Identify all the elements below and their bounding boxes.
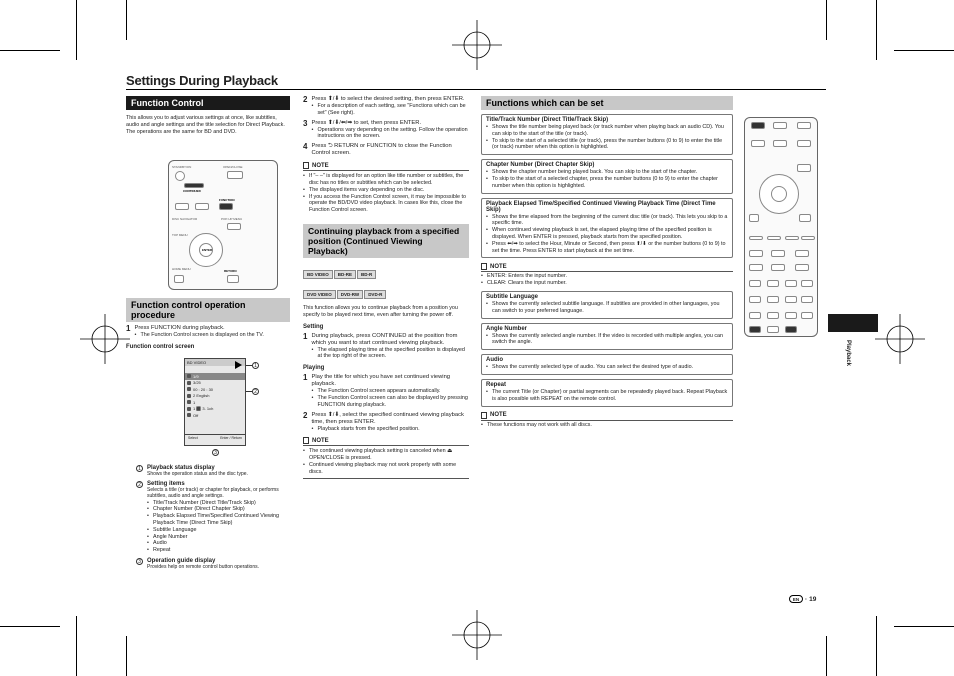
remote-btn: [751, 140, 765, 147]
number-button: [749, 280, 761, 287]
note-title: NOTE: [490, 263, 507, 270]
remote-btn: [773, 122, 787, 129]
tag-row: [303, 283, 469, 301]
procedure-step-1: [126, 325, 290, 339]
screen-footer: [185, 434, 245, 445]
title-rule: [126, 89, 826, 90]
remote-btn: [801, 236, 815, 240]
crop-mark: [0, 626, 60, 627]
legend-body: [147, 558, 290, 570]
number-button: [785, 296, 797, 303]
crop-mark: [76, 0, 77, 60]
continuing-intro: This function allows you to continue playback from a position you specify to be played next time, even after turning the power off.: [303, 304, 458, 318]
number-button: [749, 296, 761, 303]
step-bullets: [311, 388, 469, 408]
screen-label: BD VIDEO: [185, 359, 245, 366]
remote-btn: [797, 122, 811, 129]
lang-badge: EN: [789, 595, 803, 603]
crop-mark: [894, 626, 954, 627]
continued-label: CONTINUED: [183, 189, 201, 193]
tag-dvd-rw: DVD-RW: [337, 290, 363, 299]
bullet: • The continued viewing playback setting is canceled when ⏏ OPEN/CLOSE is pressed.: [303, 448, 469, 462]
legend-text: Selects a title (or track) or chapter for playback, or performs subtitles, audio and angle settings.: [147, 487, 279, 500]
row-value: 1/9: [193, 373, 199, 379]
note-bullets: [303, 173, 469, 214]
page-number-value: 19: [809, 595, 817, 603]
step-number: 1: [303, 331, 308, 341]
disc-navigator-label: DISC NAVIGATOR: [172, 217, 198, 221]
step-text: Play the title for which you have set continued viewing playback.: [311, 374, 451, 388]
right-column: [481, 96, 733, 428]
note-title: NOTE: [490, 412, 507, 419]
step-number: 2: [303, 410, 308, 420]
step-body: [134, 325, 290, 339]
bullet: • Audio: [147, 540, 290, 547]
procedure-section: [126, 298, 290, 570]
popup-menu-label: POP-UP MENU: [221, 217, 243, 221]
remote-btn: [749, 214, 759, 222]
step-text: Press FUNCTION during playback.: [134, 325, 225, 331]
row-value: 1: [193, 399, 196, 405]
number-button: [785, 280, 797, 287]
bullet: • The displayed items vary depending on the disc.: [303, 187, 469, 194]
box-bullets: [486, 169, 728, 189]
step-text: Press ⬆/⬇/⬅/➡ to set, then press ENTER.: [311, 119, 422, 126]
title-icon: [187, 374, 191, 378]
remote-btn: [795, 264, 809, 271]
row-value: 1 ⬛ 3. 1ch: [193, 406, 214, 412]
remote-btn: [795, 250, 809, 257]
note-title: NOTE: [312, 162, 329, 169]
tag-bd-r: BD-R: [357, 270, 376, 279]
note-icon: [303, 162, 309, 169]
crop-mark: [876, 0, 877, 60]
step-bullets: [311, 127, 469, 141]
box-bullets: [486, 364, 728, 371]
bullet: • Playback Elapsed Time/Specified Continued Viewing Playback Time (Direct Time Skip): [147, 513, 290, 527]
angle-icon: [187, 400, 191, 404]
step-2: [303, 96, 469, 117]
callout-2: 2: [252, 388, 259, 395]
remote-btn-a: [175, 203, 189, 210]
continuing-heading: Continuing playback from a specified position (Continued Viewing Playback): [303, 224, 469, 258]
legend-title: Playback status display: [147, 465, 215, 471]
home-menu-label: HOME MENU: [172, 267, 191, 271]
note-heading: [303, 162, 469, 171]
box-title: Title/Track Number (Direct Title/Track Skip): [486, 117, 609, 123]
step-text: Press ⬆/⬇, select the specified continued viewing playback time, then press ENTER.: [311, 411, 464, 425]
playing-step-1: [303, 374, 469, 408]
step-body: [311, 374, 469, 408]
step-body: [311, 333, 469, 361]
crop-mark: [876, 616, 877, 676]
bullet: • Shows the time elapsed from the beginning of the current disc title (or track). This lets you skip to a specific time.: [486, 214, 728, 228]
row-value: 3/25: [193, 380, 201, 386]
note-icon: [481, 263, 487, 270]
step-text: Press ⮌ RETURN or FUNCTION to close the Function Control screen.: [311, 143, 452, 157]
audio-icon: [187, 407, 191, 411]
setting-step-1: [303, 333, 469, 361]
page-title: Settings During Playback: [126, 73, 278, 88]
bullet: • If "– –" is displayed for an option like title number or subtitles, the disc has no titles or subtitles which can be selected.: [303, 173, 469, 187]
row-value: 00 : 20 : 30: [193, 386, 214, 392]
remote-btn: [767, 236, 781, 240]
step-body: [311, 120, 469, 141]
crop-mark: [126, 636, 127, 676]
bullet: • Angle Number: [147, 534, 290, 541]
side-tab: [828, 314, 878, 332]
step-bullets: [311, 426, 469, 433]
number-button: [767, 296, 779, 303]
remote-btn: [749, 250, 763, 257]
box-bullets: [486, 214, 728, 255]
bullet: • For a description of each setting, see "Functions which can be set" (See right).: [311, 103, 469, 117]
step-body: [311, 96, 469, 117]
remote-btn: [749, 236, 763, 240]
bullet: • Subtitle Language: [147, 527, 290, 534]
step-number: 1: [126, 324, 131, 333]
bullet: • The Function Control screen appears automatically.: [311, 388, 469, 395]
bullet: • Shows the currently selected subtitle language. If subtitles are provided in other languages, you can switch to your preferred language.: [486, 301, 728, 315]
remote-btn-function: [219, 203, 233, 210]
function-box: [481, 198, 733, 259]
callout-line: [246, 365, 252, 366]
tag-row: [303, 263, 469, 281]
tag-bd-re: BD-RE: [334, 270, 356, 279]
bullet: • Shows the chapter number being played back. You can skip to the start of the chapter.: [486, 169, 728, 176]
bullet: • To skip to the start of a selected chapter, press the number buttons (0 to 9) to enter the chapter number when this option is highlighted.: [486, 176, 728, 190]
bullet: • The Function Control screen can also be displayed by pressing FUNCTION during playback.: [311, 395, 469, 409]
procedure-heading: Function control operation procedure: [126, 298, 290, 322]
legend-item: [136, 558, 290, 570]
playing-step-2: [303, 412, 469, 433]
note-heading: [481, 412, 733, 421]
functions-heading: Functions which can be set: [481, 96, 733, 110]
note-title: NOTE: [312, 437, 329, 444]
step-number: 1: [303, 373, 308, 383]
bullet: • ENTER: Enters the input number.: [481, 273, 733, 280]
function-box: [481, 114, 733, 155]
function-control-heading: Function Control: [126, 96, 290, 110]
standby-button: [175, 171, 185, 181]
box-title: Subtitle Language: [486, 293, 539, 300]
open-close-button: [227, 171, 243, 179]
legend-body: [147, 481, 290, 554]
remote-btn: [771, 264, 785, 271]
step-body: [311, 412, 469, 433]
standby-label: STANDBY/ON: [172, 165, 192, 169]
footer-enter: Enter: [220, 436, 229, 440]
legend-text: Provides help on remote control button operations.: [147, 563, 260, 570]
setting-label: Setting: [303, 323, 324, 330]
bullet: • To skip to the start of a selected title (or track), press the number buttons (0 to 9) to enter the title (or track) number when this option is highlighted.: [486, 138, 728, 152]
row-value: 2 English: [193, 393, 210, 399]
legend-bullets: [147, 500, 290, 554]
remote-illustration-right: [744, 117, 818, 337]
crop-mark: [76, 616, 77, 676]
bullet: • The current Title (or Chapter) or partial segments can be repeatedly played back. Repeat Playback is also possible with REPEAT on the remote control.: [486, 389, 728, 403]
bullet: • CLEAR: Clears the input number.: [481, 280, 733, 287]
remote-illustration: [168, 160, 278, 290]
page-number-sep: ·: [805, 595, 808, 603]
clear-button: [749, 326, 761, 333]
playing-label: Playing: [303, 365, 325, 372]
enter-label: ENTER: [202, 248, 213, 252]
tag-dvd-r: DVD-R: [364, 290, 386, 299]
chapter-icon: [187, 381, 191, 385]
step-bullets: [311, 103, 469, 117]
middle-column: [303, 96, 469, 479]
step-number: 2: [303, 95, 308, 104]
remote-btn: [801, 296, 813, 303]
enter-button-right: [771, 186, 787, 202]
remote-btn: [797, 140, 811, 147]
note-bullets: [481, 422, 733, 429]
remote-btn: [771, 250, 785, 257]
bullet: • If you access the Function Control screen, it may be impossible to operate the BD/DVD video playback. In cases like this, close the Function Control screen.: [303, 194, 469, 214]
box-title: Audio: [486, 357, 503, 364]
bullet: • Shows the currently selected type of audio. You can select the desired type of audio.: [486, 364, 728, 371]
open-close-label: OPEN/CLOSE: [223, 165, 243, 169]
remote-btn: [785, 236, 799, 240]
registration-mark-bottom: [452, 610, 502, 660]
screen-row[interactable]: [185, 412, 245, 419]
registration-mark-left: [80, 314, 130, 364]
note-heading: [303, 437, 469, 446]
bullet: • When continued viewing playback is set, the elapsed playing time of the specified position is displayed. When ENTER is pressed, playback starts from the specified position.: [486, 227, 728, 241]
footer-return: Return: [231, 436, 242, 440]
step-3: [303, 120, 469, 141]
side-tab-label: Playback: [845, 340, 851, 367]
crop-mark: [0, 50, 60, 51]
tag-dvd-video: DVD VIDEO: [303, 290, 336, 299]
bullet: • Shows the title number being played back (or track number when playing back an audio CD). You can skip to the start of the title (or track).: [486, 124, 728, 138]
footer-select: Select: [188, 436, 198, 440]
box-title: Chapter Number (Direct Chapter Skip): [486, 162, 595, 169]
registration-mark-right: [875, 314, 925, 364]
crop-mark: [126, 0, 127, 40]
function-box: [481, 291, 733, 319]
callout-3: 3: [212, 449, 219, 456]
top-menu-label: TOP MENU: [172, 233, 188, 237]
bullet: • Press ⬅/➡ to select the Hour, Minute or Second, then press ⬆/⬇ or the number buttons (0 to 9) to set the time. Press ENTER to start playback at the set time.: [486, 241, 728, 255]
remote-btn: [801, 280, 813, 287]
remote-btn-video: [751, 122, 765, 129]
subtitle-icon: [187, 394, 191, 398]
number-button: [767, 280, 779, 287]
row-value: Off: [193, 412, 199, 418]
legend-list: [136, 461, 290, 570]
play-icon: [235, 361, 242, 369]
legend-title: Setting items: [147, 481, 185, 488]
note-bullets: [303, 448, 469, 478]
page-number: [789, 595, 816, 603]
bullet: • Chapter Number (Direct Chapter Skip): [147, 506, 290, 513]
remote-btn: [749, 264, 763, 271]
crop-mark: [826, 636, 827, 676]
callout-1: 1: [252, 362, 259, 369]
disc-tags: [303, 263, 469, 301]
function-box: [481, 379, 733, 407]
legend-number: 3: [136, 558, 143, 565]
remote-btn: [799, 214, 811, 222]
legend-title: Operation guide display: [147, 557, 216, 564]
note-icon: [481, 412, 487, 419]
remote-btn: [773, 140, 787, 147]
number-button: [767, 312, 779, 319]
legend-number: 1: [136, 465, 143, 472]
bullet: • Continued viewing playback may not work properly with some discs.: [303, 462, 469, 476]
remote-btn: [797, 164, 811, 172]
function-box: [481, 159, 733, 193]
number-button: [749, 312, 761, 319]
remote-btn-return: [227, 275, 239, 283]
bullet: • These functions may not work with all discs.: [481, 422, 733, 429]
legend-body: [147, 465, 290, 477]
footer-right: Enter / Return: [220, 436, 242, 440]
crop-mark: [894, 50, 954, 51]
legend-item: [136, 465, 290, 477]
left-column: [126, 96, 290, 570]
legend-item: [136, 481, 290, 554]
step-bullets: [311, 347, 469, 361]
bullet: • Shows the currently selected angle number. If the video is recorded with multiple angles, you can switch the angle.: [486, 333, 728, 347]
bullet: • The elapsed playing time at the specified position is displayed at the top right of the screen.: [311, 347, 469, 361]
bullet: • Playback starts from the specified position.: [311, 426, 469, 433]
step-4: [303, 143, 469, 157]
number-button: [785, 312, 797, 319]
step-number: 3: [303, 118, 308, 128]
tag-bd-video: BD VIDEO: [303, 270, 333, 279]
step-number: 4: [303, 142, 308, 152]
function-control-screen: [184, 358, 246, 446]
crop-mark: [826, 0, 827, 40]
enter-small-button: [785, 326, 797, 333]
bullet: • Operations vary depending on the setting. Follow the operation instructions on the screen.: [311, 127, 469, 141]
box-bullets: [486, 333, 728, 347]
step-text: During playback, press CONTINUED at the position from which you want to start continued viewing playback.: [311, 332, 458, 346]
function-control-intro: This allows you to adjust various settings at once, like subtitles, audio and angle settings and the title selection for Direct Playback. The operations are the same for BD and DVD.: [126, 115, 285, 135]
legend-number: 2: [136, 481, 143, 488]
function-box: [481, 354, 733, 375]
number-button: [767, 326, 779, 333]
repeat-icon: [187, 413, 191, 417]
box-bullets: [486, 301, 728, 315]
clock-icon: [187, 387, 191, 391]
bullet: • Repeat: [147, 547, 290, 554]
box-bullets: [486, 124, 728, 151]
function-label: FUNCTION: [219, 198, 235, 202]
return-label: RETURN: [224, 269, 237, 273]
note-heading: [481, 263, 733, 272]
function-box: [481, 323, 733, 351]
registration-mark-top: [452, 20, 502, 70]
legend-text: Shows the operation status and the disc type.: [147, 471, 248, 477]
step-text: Press ⬆/⬇ to select the desired setting, then press ENTER.: [311, 96, 465, 102]
remote-btn-b: [195, 203, 209, 210]
bullet: • Title/Track Number (Direct Title/Track Skip): [147, 500, 290, 507]
callout-line: [246, 391, 252, 392]
bullet: • The Function Control screen is displayed on the TV.: [134, 332, 290, 339]
remote-btn-home: [174, 275, 184, 283]
screen-heading: Function control screen: [126, 343, 195, 350]
box-title: Playback Elapsed Time/Specified Continued Viewing Playback Time (Direct Time Skip): [486, 200, 716, 213]
step-bullets: [134, 332, 290, 339]
remote-btn: [801, 312, 813, 319]
step-body: [311, 143, 469, 157]
note-icon: [303, 437, 309, 444]
box-title: Angle Number: [486, 325, 528, 332]
box-bullets: [486, 389, 728, 403]
note-bullets: [481, 273, 733, 287]
continued-button: [184, 183, 204, 188]
remote-btn-popup: [227, 223, 241, 230]
box-title: Repeat: [486, 381, 507, 388]
